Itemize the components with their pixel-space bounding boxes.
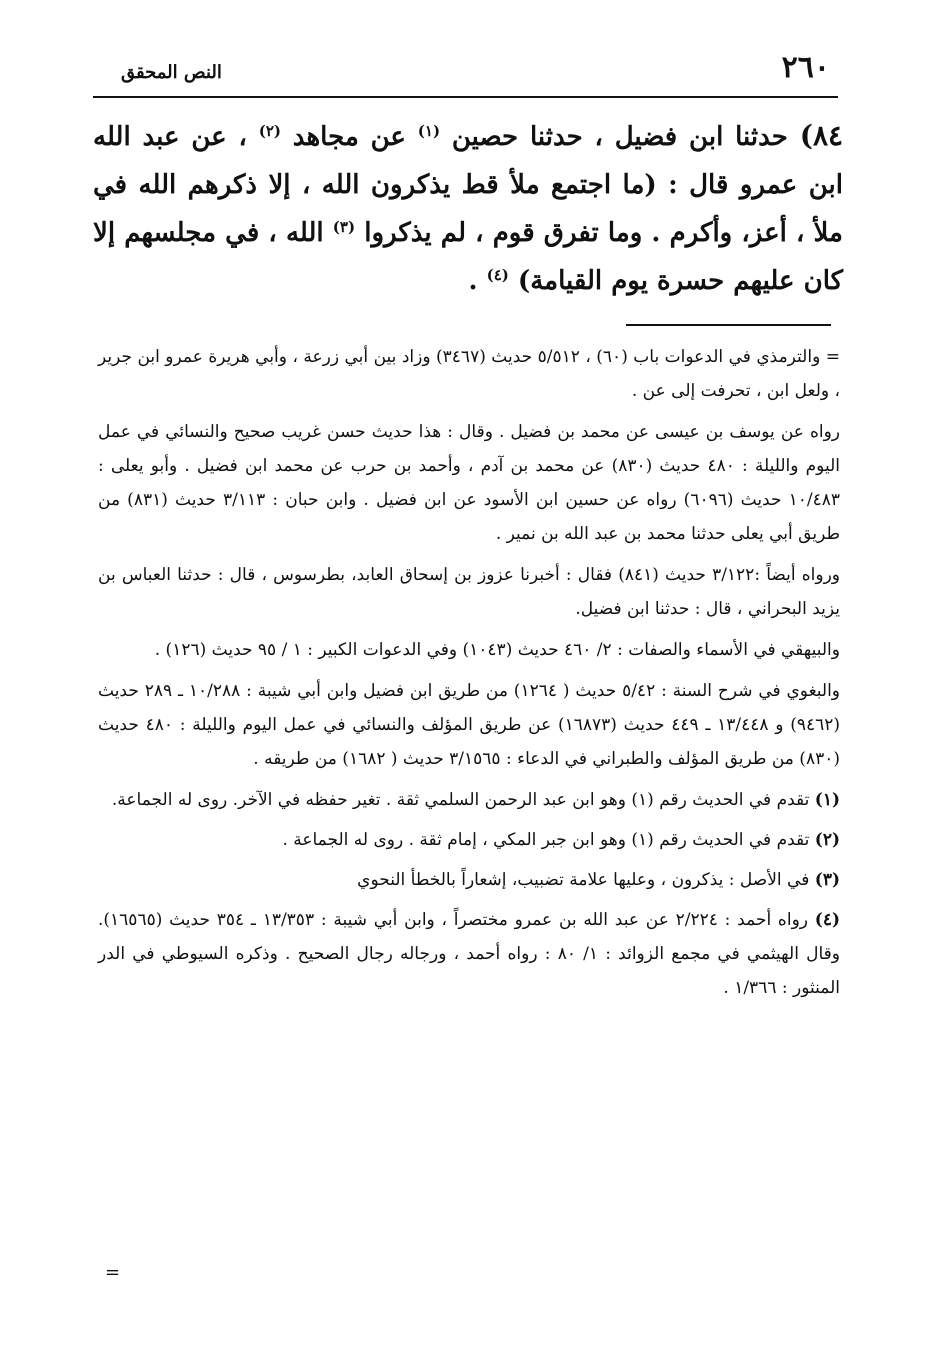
page-header — [93, 50, 838, 98]
footnote-number: (١) — [814, 790, 840, 810]
footnote — [98, 903, 840, 1005]
hadith-text-part: حدثنا ابن فضيل ، حدثنا حصين — [440, 122, 800, 152]
hadith-number: ٨٤) — [799, 119, 844, 152]
continued-note-paragraph: رواه عن يوسف بن عيسى عن محمد بن فضيل . وقال : هذا حديث حسن غريب صحيح والنسائي في عمل اليوم والليلة : ٤٨٠ حديث (٨٣٠) عن محمد بن آدم ، وأحمد بن حرب عن محمد ابن فضيل . وأبو يعلى : ١٠/٤٨٣ حديث (٦٠٩٦) رواه عن حسين ابن الأسود عن ابن فضيل . وابن حبان : ٣/١١٣ حديث (٨٣١) من طريق أبي يعلى حدثنا محمد بن عبد الله بن نمير . — [98, 422, 841, 544]
continued-note-paragraph: والبغوي في شرح السنة : ٥/٤٢ حديث ( ١٢٦٤) من طريق ابن فضيل وابن أبي شيبة : ١٠/٢٨٨ ـ ٢٨٩ حديث (٩٤٦٢) و ١٣/٤٤٨ ـ ٤٤٩ حديث (١٦٨٧٣) عن طريق المؤلف والنسائي في عمل اليوم والليلة : ٤٨٠ حديث (٨٣٠) من طريق المؤلف والطبراني في الدعاء : ٣/١٥٦٥ حديث ( ١٦٨٢) من طريقه . — [98, 681, 841, 769]
hadith-text-part: عن مجاهد — [280, 122, 418, 152]
footnote — [98, 783, 840, 817]
hadith-text-part: الله ، في مجلسهم إلا كان عليهم حسرة يوم القيامة) — [93, 218, 843, 296]
hadith-text-part: . — [468, 266, 487, 296]
hadith-text-part: ، عن عبد الله ابن عمرو قال : (ما اجتمع ملأ قط يذكرون الله ، إلا ذكرهم الله في ملأ ، أعز، وأكرم . وما تفرق قوم ، لم يذكروا — [93, 122, 843, 248]
continues-mark: = — [105, 1262, 121, 1283]
hadith-text — [93, 112, 843, 305]
footnote-ref: (٣) — [332, 218, 356, 236]
footnote-ref: (١) — [417, 122, 441, 140]
footnote-ref: (٢) — [258, 122, 281, 140]
footnote-number: (٢) — [814, 830, 840, 850]
footnote-ref: (٤) — [486, 266, 509, 284]
running-title: النص المحقق — [121, 62, 222, 83]
footnote-text: تقدم في الحديث رقم (١) وهو ابن عبد الرحمن السلمي ثقة . تغير حفظه في الآخر. روى له الجماعة. — [111, 790, 810, 810]
continued-note-paragraph: = والترمذي في الدعوات باب (٦٠) ، ٥/٥١٢ حديث (٣٤٦٧) وزاد بين أبي زرعة ، وأبي هريرة عمرو ابن جرير ، ولعل ابن ، تحرفت إلى عن . — [98, 347, 840, 401]
footnote — [98, 823, 840, 857]
continued-note-paragraph: والبيهقي في الأسماء والصفات : ٢/ ٤٦٠ حديث (١٠٤٣) وفي الدعوات الكبير : ١ / ٩٥ حديث (١٢٦) . — [154, 640, 840, 660]
continued-note-paragraph: ورواه أيضاً :٣/١٢٢ حديث (٨٤١) فقال : أخبرنا عزوز بن إسحاق العابد، بطرسوس ، قال : حدثنا العباس بن يزيد البحراني ، قال : حدثنا ابن فضيل. — [98, 565, 841, 619]
footnote-text: رواه أحمد : ٢/٢٢٤ عن عبد الله بن عمرو مختصراً ، وابن أبي شيبة : ١٣/٣٥٣ ـ ٣٥٤ حديث (١٦٥٦٥). وقال الهيثمي في مجمع الزوائد : ١/ ٨٠ : رواه أحمد ، ورجاله رجال الصحيح . وذكره السيوطي في الدر المنثور : ١/٣٦٦ . — [98, 910, 840, 998]
page-number: ٢٦٠ — [781, 50, 830, 85]
footnote-text: تقدم في الحديث رقم (١) وهو ابن جبر المكي ، إمام ثقة . روى له الجماعة . — [282, 830, 810, 850]
footnote — [98, 863, 840, 897]
footnote-separator — [626, 324, 831, 326]
footnote-number: (٣) — [814, 870, 840, 890]
footnote-text: في الأصل : يذكرون ، وعليها علامة تضبيب، إشعاراً بالخطأ النحوي — [357, 870, 810, 890]
footnote-number: (٤) — [814, 910, 841, 930]
footnotes-section — [98, 340, 840, 1011]
